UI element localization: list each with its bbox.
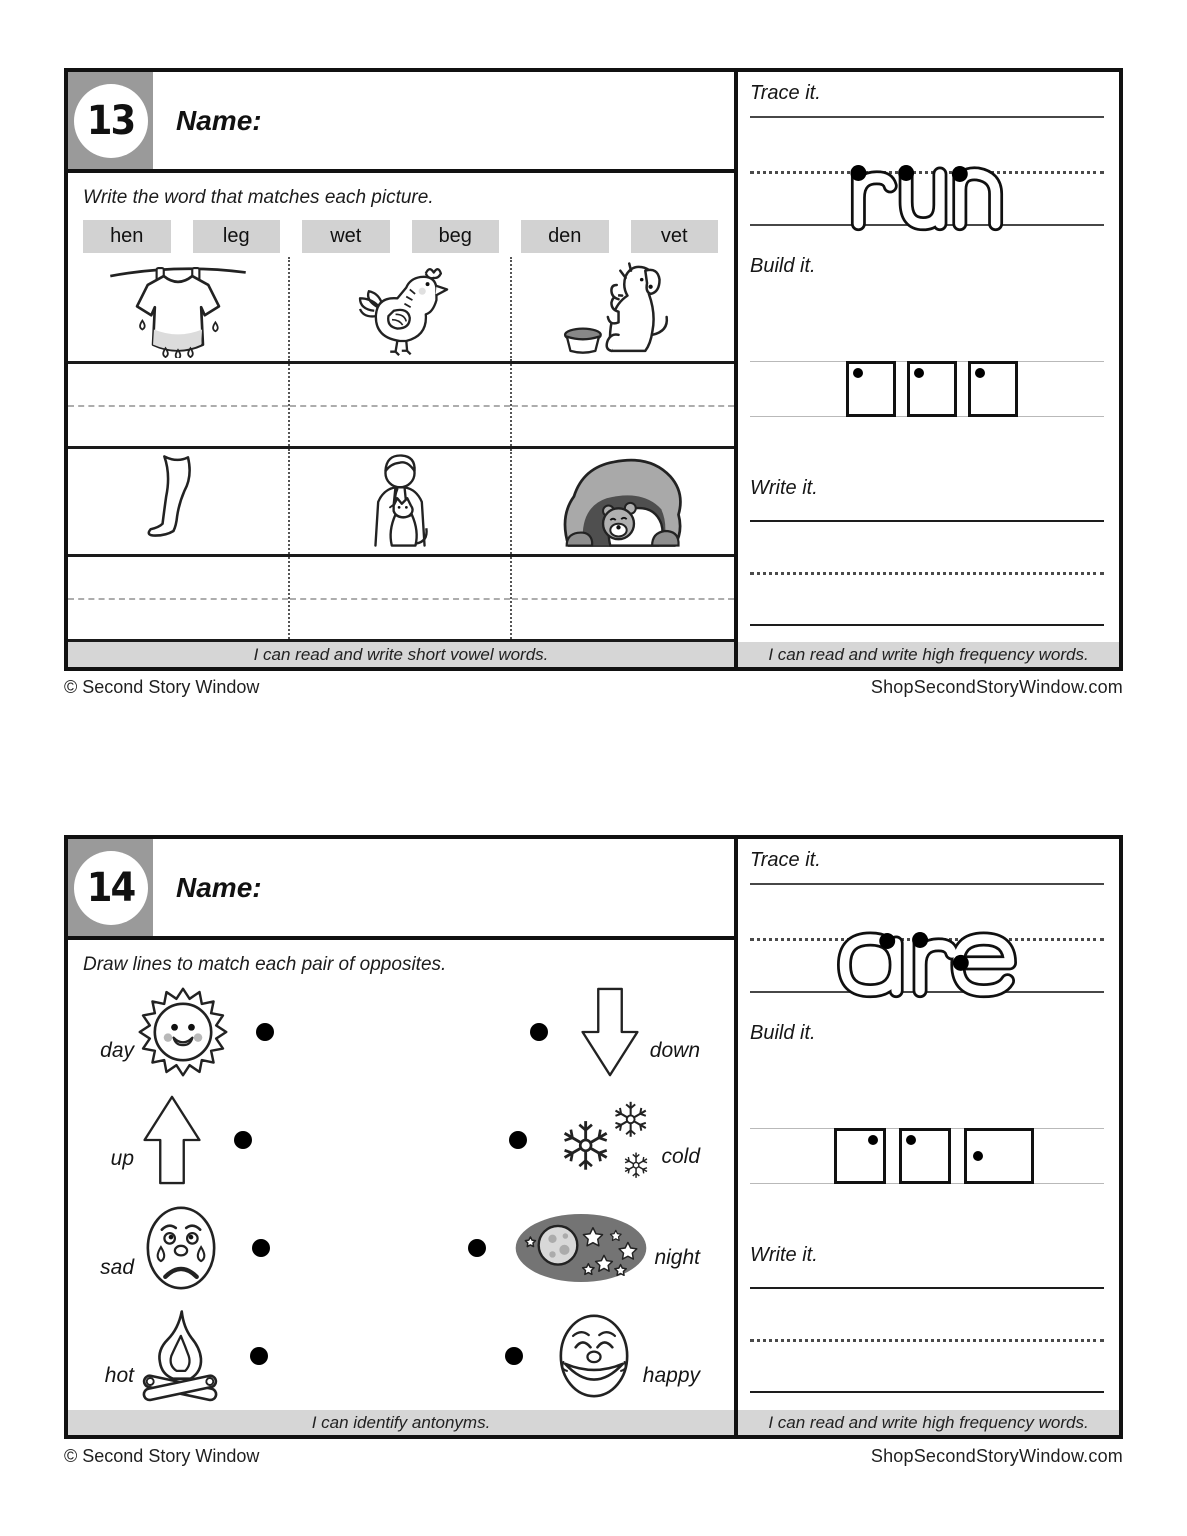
match-label: sad bbox=[100, 1256, 134, 1279]
word-bank-item bbox=[631, 220, 719, 253]
picture-table bbox=[68, 257, 734, 667]
word-bank-item bbox=[83, 220, 171, 253]
match-row bbox=[68, 1086, 734, 1194]
match-left-item bbox=[68, 1093, 252, 1187]
match-right-item bbox=[530, 985, 700, 1079]
card13-number-badge bbox=[68, 72, 153, 169]
bear-den-icon bbox=[551, 451, 696, 551]
answer-cell[interactable] bbox=[68, 364, 290, 446]
picture-cell bbox=[512, 257, 734, 361]
trace-word-are bbox=[750, 875, 1104, 1003]
match-right-item bbox=[505, 1308, 700, 1404]
write-top-line bbox=[750, 1287, 1104, 1289]
icon-holder bbox=[136, 1200, 226, 1296]
word-bank-label: wet bbox=[330, 225, 362, 247]
name-input-area[interactable] bbox=[283, 869, 714, 913]
card14-activity-panel bbox=[68, 839, 734, 1435]
build-area[interactable] bbox=[750, 1128, 1104, 1184]
trace-word-run bbox=[750, 108, 1104, 236]
picture-cell bbox=[512, 449, 734, 555]
begging-dog-icon bbox=[553, 260, 693, 358]
match-left-item bbox=[68, 1200, 270, 1296]
word-bank-item bbox=[302, 220, 390, 253]
card14-number-badge bbox=[68, 839, 153, 936]
match-dot[interactable] bbox=[509, 1131, 527, 1149]
start-dot bbox=[914, 368, 924, 378]
write-it-label: Write it. bbox=[750, 477, 818, 499]
word-bank-label: den bbox=[548, 225, 582, 247]
card13-header bbox=[68, 72, 734, 173]
up-arrow-icon bbox=[136, 1093, 208, 1187]
sad-face-icon bbox=[136, 1200, 226, 1296]
picture-cell bbox=[290, 449, 512, 555]
match-dot[interactable] bbox=[530, 1023, 548, 1041]
sun-icon bbox=[136, 985, 230, 1079]
write-baseline bbox=[750, 624, 1104, 626]
handwriting-midline bbox=[290, 405, 510, 407]
matching-area bbox=[68, 976, 734, 1410]
handwriting-midline bbox=[68, 405, 288, 407]
card13-activity-panel bbox=[68, 72, 734, 667]
match-label: up bbox=[110, 1147, 134, 1170]
start-dot bbox=[973, 1151, 983, 1161]
start-dot bbox=[906, 1135, 916, 1145]
match-right-item bbox=[468, 1210, 700, 1286]
card13-hfw-caption: I can read and write high frequency words. bbox=[738, 642, 1119, 667]
card14-instruction: Draw lines to match each pair of opposites. bbox=[83, 954, 447, 975]
writing-row bbox=[68, 361, 734, 449]
picture-cell bbox=[68, 449, 290, 555]
card14-skill-caption: I can identify antonyms. bbox=[68, 1410, 734, 1435]
trace-area[interactable] bbox=[750, 875, 1104, 1003]
match-label: cold bbox=[661, 1145, 700, 1168]
handwriting-midline bbox=[512, 405, 734, 407]
badge-circle bbox=[74, 84, 148, 158]
card14-hfw-panel bbox=[734, 839, 1119, 1435]
picture-cell bbox=[68, 257, 290, 361]
answer-cell[interactable] bbox=[512, 364, 734, 446]
word-bank-label: beg bbox=[438, 225, 472, 247]
worksheet-card-13 bbox=[64, 68, 1123, 671]
page-footer bbox=[64, 1446, 1123, 1467]
handwriting-midline bbox=[512, 598, 734, 600]
word-bank-label: leg bbox=[222, 225, 250, 247]
start-dot bbox=[853, 368, 863, 378]
match-label: night bbox=[654, 1246, 700, 1269]
write-mid-dotted-line bbox=[750, 572, 1104, 575]
match-dot[interactable] bbox=[468, 1239, 486, 1257]
handwriting-midline bbox=[68, 598, 288, 600]
word-bank-item bbox=[412, 220, 500, 253]
letter-tile-box[interactable] bbox=[834, 1128, 886, 1184]
leg-icon bbox=[133, 451, 223, 551]
match-left-item bbox=[68, 985, 274, 1079]
match-right-item bbox=[509, 1095, 700, 1185]
answer-cell[interactable] bbox=[290, 364, 512, 446]
write-baseline bbox=[750, 1391, 1104, 1393]
answer-cell[interactable] bbox=[68, 557, 290, 639]
card13-hfw-panel bbox=[734, 72, 1119, 667]
write-area[interactable] bbox=[750, 512, 1104, 632]
down-arrow-icon bbox=[574, 985, 646, 1079]
start-dot bbox=[975, 368, 985, 378]
match-dot[interactable] bbox=[252, 1239, 270, 1257]
copyright-text: © Second Story Window bbox=[64, 677, 260, 697]
writing-row bbox=[68, 554, 734, 642]
answer-cell[interactable] bbox=[512, 557, 734, 639]
match-dot[interactable] bbox=[250, 1347, 268, 1365]
icon-holder bbox=[549, 1308, 639, 1404]
word-bank-label: vet bbox=[660, 225, 688, 247]
match-row bbox=[68, 1194, 734, 1302]
match-label: hot bbox=[104, 1364, 134, 1387]
vet-with-cat-icon bbox=[348, 451, 452, 551]
match-dot[interactable] bbox=[505, 1347, 523, 1365]
icon-holder bbox=[136, 985, 230, 1079]
card-number: 13 bbox=[86, 97, 135, 144]
page-footer bbox=[64, 677, 1123, 698]
site-link: ShopSecondStoryWindow.com bbox=[870, 677, 1123, 697]
badge-circle bbox=[74, 851, 148, 925]
card14-header bbox=[68, 839, 734, 940]
snowflakes-icon bbox=[553, 1095, 657, 1185]
trace-area[interactable] bbox=[750, 108, 1104, 236]
letter-tile-box[interactable] bbox=[899, 1128, 951, 1184]
word-bank-item bbox=[193, 220, 281, 253]
picture-row bbox=[68, 257, 734, 361]
letter-tile-box[interactable] bbox=[964, 1128, 1034, 1184]
name-input-area[interactable] bbox=[283, 102, 714, 146]
match-label: down bbox=[649, 1039, 700, 1062]
handwriting-midline bbox=[290, 598, 510, 600]
word-bank bbox=[83, 220, 718, 253]
write-area[interactable] bbox=[750, 1279, 1104, 1399]
match-label: happy bbox=[642, 1364, 700, 1387]
match-left-item bbox=[68, 1308, 268, 1404]
hen-icon bbox=[350, 261, 450, 357]
trace-it-label: Trace it. bbox=[750, 82, 821, 104]
copyright-text: © Second Story Window bbox=[64, 1446, 260, 1466]
build-it-label: Build it. bbox=[750, 255, 816, 277]
worksheet-card-14 bbox=[64, 835, 1123, 1439]
card-number: 14 bbox=[86, 864, 135, 911]
picture-row bbox=[68, 449, 734, 555]
trace-it-label: Trace it. bbox=[750, 849, 821, 871]
match-dot[interactable] bbox=[256, 1023, 274, 1041]
match-row bbox=[68, 978, 734, 1086]
night-sky-icon bbox=[512, 1210, 650, 1286]
name-label: Name: bbox=[176, 871, 262, 903]
match-dot[interactable] bbox=[234, 1131, 252, 1149]
write-it-label: Write it. bbox=[750, 1244, 818, 1266]
icon-holder bbox=[574, 985, 646, 1079]
match-row bbox=[68, 1302, 734, 1410]
picture-cell bbox=[290, 257, 512, 361]
letter-tile-box[interactable] bbox=[846, 361, 896, 417]
site-link: ShopSecondStoryWindow.com bbox=[870, 1446, 1123, 1466]
campfire-icon bbox=[136, 1308, 224, 1404]
name-label: Name: bbox=[176, 104, 262, 136]
letter-tile-box[interactable] bbox=[907, 361, 957, 417]
build-area[interactable] bbox=[750, 361, 1104, 417]
answer-cell[interactable] bbox=[290, 557, 512, 639]
letter-tile-box[interactable] bbox=[968, 361, 1018, 417]
card13-instruction: Write the word that matches each picture. bbox=[83, 187, 434, 208]
build-it-label: Build it. bbox=[750, 1022, 816, 1044]
write-mid-dotted-line bbox=[750, 1339, 1104, 1342]
word-bank-label: hen bbox=[110, 225, 144, 247]
icon-holder bbox=[553, 1095, 657, 1185]
match-label: day bbox=[100, 1039, 134, 1062]
wet-clothes-icon bbox=[103, 260, 253, 358]
start-dot bbox=[868, 1135, 878, 1145]
icon-holder bbox=[136, 1308, 224, 1404]
card13-skill-caption: I can read and write short vowel words. bbox=[68, 642, 734, 667]
icon-holder bbox=[512, 1210, 650, 1286]
happy-face-icon bbox=[549, 1308, 639, 1404]
icon-holder bbox=[136, 1093, 208, 1187]
write-top-line bbox=[750, 520, 1104, 522]
card14-hfw-caption: I can read and write high frequency words. bbox=[738, 1410, 1119, 1435]
word-bank-item bbox=[521, 220, 609, 253]
